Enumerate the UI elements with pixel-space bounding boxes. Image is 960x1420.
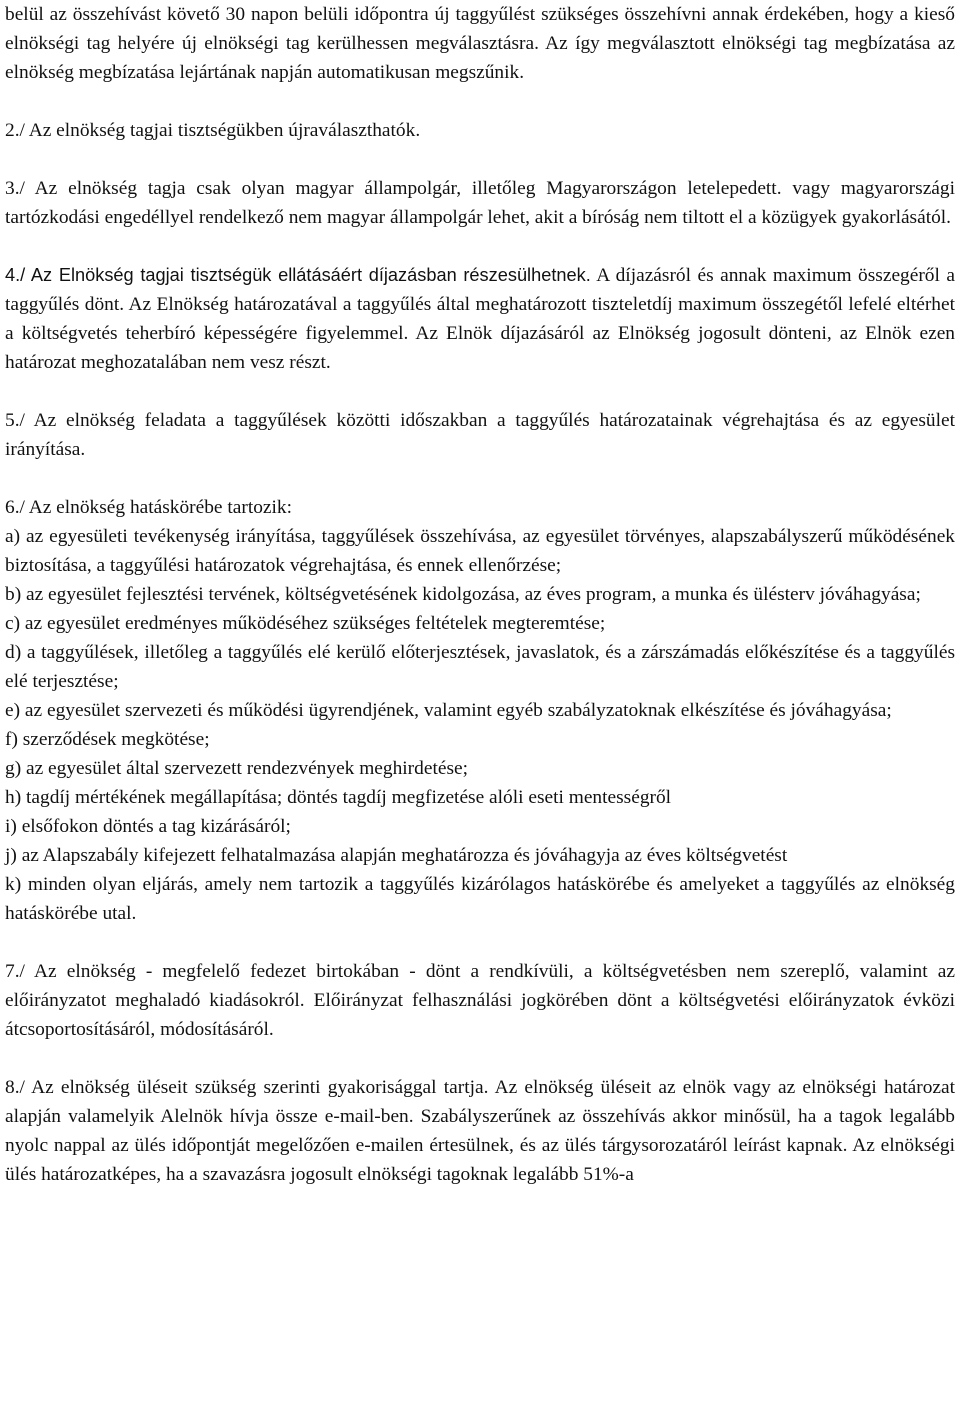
paragraph-4-rest: A díjazásról és annak maximum összegéről a taggyűlés dönt. Az Elnökség határozatával a taggyűlés által meghatározott tiszteletdíj maximum összegétől lefelé eltérhet a költségvetés teherbíró képességére figyelemmel. Az Elnök díjazásáról az Elnökség jogosult dönteni, az Elnök ezen határozat meghozatalában nem vesz részt. (5, 265, 955, 373)
intro-paragraph: belül az összehívást követő 30 napon belüli időpontra új taggyűlést szükséges összehívni annak érdekében, hogy a kieső elnökségi tag helyére új elnökségi tag kerülhessen megválasztásra. Az így megválasztott elnökségi tag megbízatása az elnökség megbízatása lejártának napján automatikusan megszűnik. (5, 4, 955, 83)
paragraph-8: 8./ Az elnökség üléseit szükség szerinti gyakorisággal tartja. Az elnökség üléseit az elnök vagy az elnökségi határozat alapján valamelyik Alelnök hívja össze e-mail-ben. Szabályszerűnek az összehívás akkor minősül, ha a tagok legalább nyolc nappal az ülés időpontját megelőzően e-mailen értesülnek, és az ülés tárgysorozatáról leírást kapnak. Az elnökségi ülés határozatképes, ha a szavazásra jogosult elnökségi tagoknak legalább 51%-a (5, 1077, 955, 1185)
paragraph-4 (5, 261, 955, 377)
document-page (5, 0, 955, 1189)
paragraph-gap (5, 232, 955, 261)
paragraph-5: 5./ Az elnökség feladata a taggyűlések közötti időszakban a taggyűlés határozatainak végrehajtása és az egyesület irányítása. (5, 410, 955, 460)
paragraph-2: 2./ Az elnökség tagjai tisztségükben újraválaszthatók. (5, 120, 421, 141)
list-item-k: k) minden olyan eljárás, amely nem tartozik a taggyűlés kizárólagos hatáskörébe és amelyeket a taggyűlés az elnökség hatáskörébe utal. (5, 874, 955, 924)
paragraph-gap (5, 928, 955, 957)
paragraph-gap (5, 464, 955, 493)
paragraph-gap (5, 87, 955, 116)
list-item-c: c) az egyesület eredményes működéséhez szükséges feltételek megteremtése; (5, 613, 606, 634)
paragraph-gap (5, 377, 955, 406)
list-item-f: f) szerződések megkötése; (5, 729, 210, 750)
paragraph-gap (5, 1044, 955, 1073)
list-item-g: g) az egyesület által szervezett rendezvények meghirdetése; (5, 758, 468, 779)
list-item-d: d) a taggyűlések, illetőleg a taggyűlés elé kerülő előterjesztések, javaslatok, és a zárszámadás előkészítése és a taggyűlés elé terjesztése; (5, 642, 955, 692)
paragraph-4-first-sentence: 4./ Az Elnökség tagjai tisztségük ellátásáért díjazásban részesülhetnek. (5, 265, 591, 285)
list-item-b: b) az egyesület fejlesztési tervének, költségvetésének kidolgozása, az éves program, a munka és ülésterv jóváhagyása; (5, 584, 921, 605)
paragraph-3: 3./ Az elnökség tagja csak olyan magyar állampolgár, illetőleg Magyarországon letelepedett. vagy magyarországi tartózkodási engedéllyel rendelkező nem magyar állampolgár lehet, akit a bíróság nem tiltott el a közügyek gyakorlásától. (5, 178, 955, 228)
list-item-a: a) az egyesületi tevékenység irányítása, taggyűlések összehívása, az egyesület törvényes, alapszabályszerű működésének biztosítása, a taggyűlési határozatok végrehajtása, és ennek ellenőrzése; (5, 526, 955, 576)
paragraph-7: 7./ Az elnökség - megfelelő fedezet birtokában - dönt a rendkívüli, a költségvetésben nem szereplő, valamint az előirányzatot meghaladó kiadásokról. Előirányzat felhasználási jogkörében dönt a költségvetési előirányzatok évközi átcsoportosításáról, módosításáról. (5, 961, 955, 1040)
list-item-i: i) elsőfokon döntés a tag kizárásáról; (5, 816, 291, 837)
paragraph-gap (5, 145, 955, 174)
list-item-e: e) az egyesület szervezeti és működési ügyrendjének, valamint egyéb szabályzatoknak elkészítése és jóváhagyása; (5, 700, 892, 721)
paragraph-6-heading: 6./ Az elnökség hatáskörébe tartozik: (5, 497, 292, 518)
list-item-h: h) tagdíj mértékének megállapítása; döntés tagdíj megfizetése alóli eseti mentességről (5, 787, 672, 808)
list-item-j: j) az Alapszabály kifejezett felhatalmazása alapján meghatározza és jóváhagyja az éves költségvetést (5, 845, 788, 866)
